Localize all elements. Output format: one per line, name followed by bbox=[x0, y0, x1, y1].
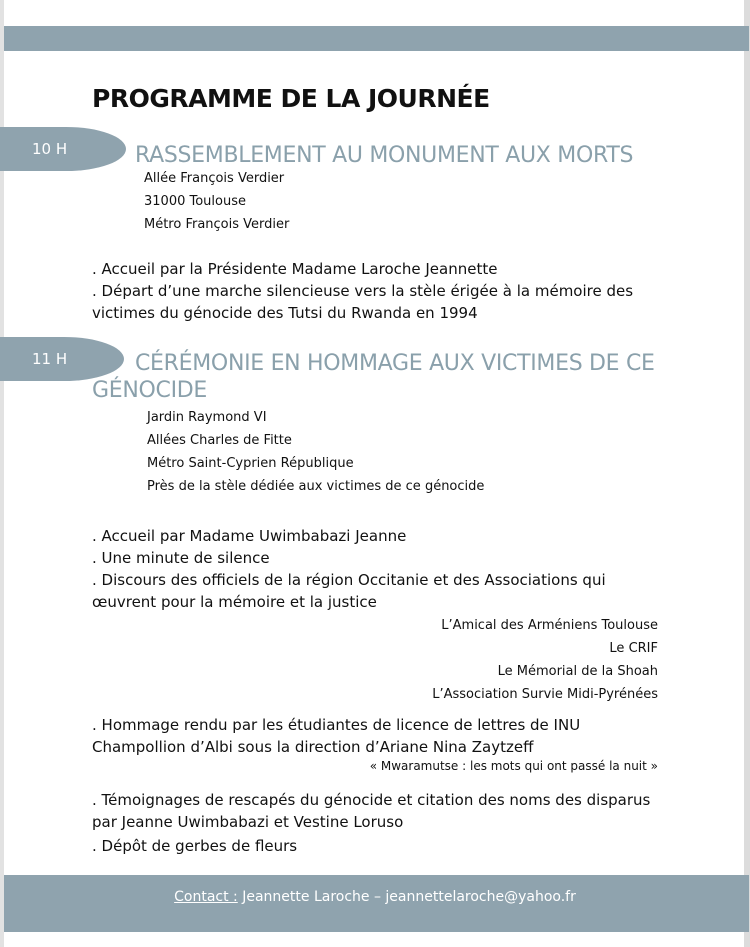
address-line: Métro François Verdier bbox=[144, 217, 290, 232]
time-badge-10h: 10 H bbox=[0, 127, 126, 171]
organization-name: Le CRIF bbox=[609, 641, 658, 656]
tribute-quote: « Mwaramutse : les mots qui ont passé la nuit » bbox=[369, 759, 658, 773]
schedule-item: . Une minute de silence bbox=[92, 549, 270, 567]
organization-name: Le Mémorial de la Shoah bbox=[497, 664, 658, 679]
address-line: Allées Charles de Fitte bbox=[147, 433, 292, 448]
section-heading-ceremony: CÉRÉMONIE EN HOMMAGE AUX VICTIMES DE CE GÉNOCIDE bbox=[92, 351, 655, 403]
schedule-item: . Discours des officiels de la région Occitanie et des Associations qui œuvrent pour la mémoire et la justice bbox=[92, 571, 606, 611]
footer-contact bbox=[0, 889, 750, 905]
schedule-items-ceremony bbox=[92, 525, 662, 613]
address-line: Métro Saint-Cyprien République bbox=[147, 456, 354, 471]
address-line: Jardin Raymond VI bbox=[147, 410, 267, 425]
time-badge-11h: 11 H bbox=[0, 337, 124, 381]
top-margin bbox=[4, 0, 744, 26]
header-bar bbox=[4, 26, 749, 51]
organization-name: L’Association Survie Midi-Pyrénées bbox=[432, 687, 658, 702]
schedule-item: . Départ d’une marche silencieuse vers la stèle érigée à la mémoire des victimes du génocide des Tutsi du Rwanda en 1994 bbox=[92, 282, 634, 322]
schedule-item: . Accueil par Madame Uwimbabazi Jeanne bbox=[92, 527, 407, 545]
address-line: Allée François Verdier bbox=[144, 171, 285, 186]
tribute-item: . Hommage rendu par les étudiantes de licence de lettres de INU Champollion d’Albi sous la direction d’Ariane Nina Zaytzeff bbox=[92, 716, 581, 756]
schedule-item: . Témoignages de rescapés du génocide et citation des noms des disparus par Jeanne Uwimbabazi et Vestine Loruso bbox=[92, 791, 651, 831]
contact-label: Contact : bbox=[174, 889, 238, 905]
address-line: Près de la stèle dédiée aux victimes de ce génocide bbox=[147, 479, 485, 494]
right-edge bbox=[744, 0, 750, 947]
address-line: 31000 Toulouse bbox=[144, 194, 246, 209]
address-block-garden bbox=[147, 406, 484, 498]
schedule-items-closing bbox=[92, 789, 662, 857]
contact-details[interactable]: Jeannette Laroche – jeannettelaroche@yahoo.fr bbox=[237, 889, 576, 905]
address-block-monument bbox=[144, 167, 289, 236]
organization-list bbox=[432, 614, 658, 706]
page-title: PROGRAMME DE LA JOURNÉE bbox=[92, 84, 490, 113]
schedule-item: . Accueil par la Présidente Madame Laroche Jeannette bbox=[92, 260, 498, 278]
section-heading-gathering: RASSEMBLEMENT AU MONUMENT AUX MORTS bbox=[135, 143, 634, 168]
schedule-item: . Dépôt de gerbes de fleurs bbox=[92, 837, 298, 855]
schedule-items-gathering bbox=[92, 258, 662, 324]
organization-name: L’Amical des Arméniens Toulouse bbox=[441, 618, 658, 633]
